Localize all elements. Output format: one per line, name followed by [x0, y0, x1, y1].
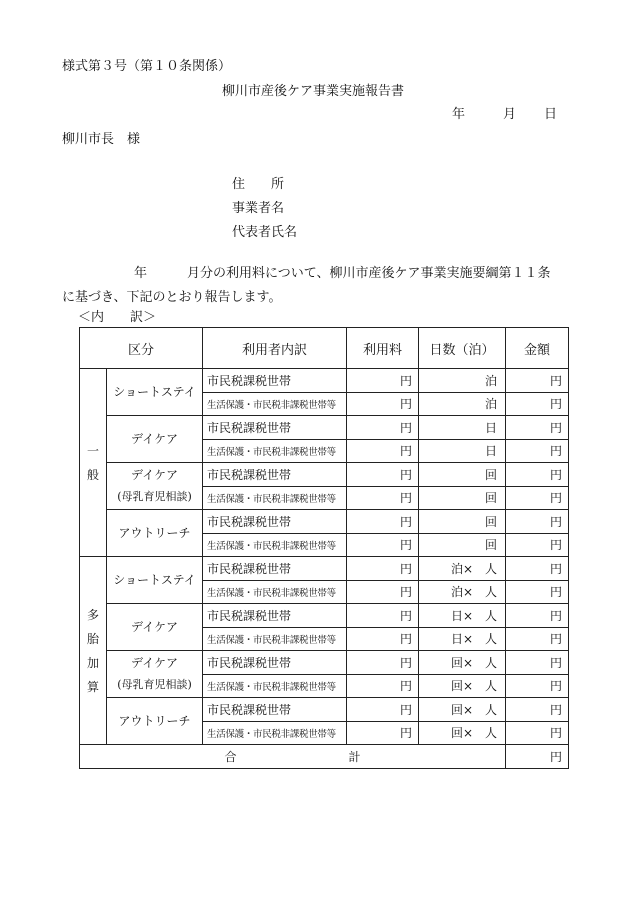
body-text — [62, 262, 562, 310]
fee-cell: 円 — [347, 416, 419, 440]
user-type-cell: 市民税課税世帯 — [203, 463, 347, 487]
service-name: デイケア — [131, 620, 178, 634]
fee-cell: 円 — [347, 439, 419, 463]
table-row — [80, 604, 569, 628]
user-type-cell: 市民税課税世帯 — [203, 651, 347, 675]
fee-cell: 円 — [347, 369, 419, 393]
date-day-label: 日 — [544, 107, 558, 122]
table-row — [80, 557, 569, 581]
service-cell — [107, 416, 203, 463]
table-row — [80, 463, 569, 487]
group-category-char: 一 — [86, 443, 99, 458]
total-label-right: 計 — [348, 750, 361, 764]
days-cell: 泊 — [419, 369, 506, 393]
user-type-cell: 生活保護・市民税非課税世帯等 — [203, 721, 347, 745]
user-type-cell: 生活保護・市民税非課税世帯等 — [203, 627, 347, 651]
amount-cell: 円 — [506, 416, 569, 440]
days-cell: 日 — [419, 439, 506, 463]
total-label-left: 合 — [224, 750, 237, 764]
fee-cell: 円 — [347, 651, 419, 675]
date-year-label: 年 — [452, 107, 466, 122]
user-type-cell: 市民税課税世帯 — [203, 510, 347, 534]
user-type-cell: 市民税課税世帯 — [203, 557, 347, 581]
service-name: デイケア — [131, 468, 178, 482]
days-cell: 回 — [419, 510, 506, 534]
fee-cell: 円 — [347, 627, 419, 651]
user-type-cell: 市民税課税世帯 — [203, 698, 347, 722]
fee-cell: 円 — [347, 721, 419, 745]
table-row — [80, 510, 569, 534]
user-type-cell: 生活保護・市民税非課税世帯等 — [203, 439, 347, 463]
amount-cell: 円 — [506, 721, 569, 745]
service-cell — [107, 463, 203, 510]
days-cell: 日× 人 — [419, 604, 506, 628]
fee-cell: 円 — [347, 392, 419, 416]
date-line — [452, 103, 557, 122]
group-category-cell — [80, 369, 107, 557]
header-user-breakdown: 利用者内訳 — [203, 328, 347, 369]
total-row — [80, 745, 569, 769]
days-cell: 回 — [419, 486, 506, 510]
service-subname: (母乳育児相談) — [117, 490, 192, 503]
user-type-cell: 生活保護・市民税非課税世帯等 — [203, 486, 347, 510]
group-category-char: 胎 — [86, 631, 99, 646]
amount-cell: 円 — [506, 627, 569, 651]
amount-cell: 円 — [506, 580, 569, 604]
breakdown-label: ＜内 訳＞ — [78, 310, 157, 325]
days-cell: 回 — [419, 533, 506, 557]
fee-cell: 円 — [347, 604, 419, 628]
days-cell: 回× 人 — [419, 674, 506, 698]
service-cell — [107, 369, 203, 416]
amount-cell: 円 — [506, 698, 569, 722]
service-name: アウトリーチ — [118, 526, 191, 540]
sender-representative-label: 代表者氏名 — [232, 225, 298, 240]
service-cell — [107, 557, 203, 604]
service-name: デイケア — [131, 432, 178, 446]
table-row — [80, 369, 569, 393]
header-amount: 金額 — [506, 328, 569, 369]
amount-cell: 円 — [506, 674, 569, 698]
fee-cell: 円 — [347, 486, 419, 510]
fee-cell: 円 — [347, 533, 419, 557]
fee-cell: 円 — [347, 580, 419, 604]
header-category: 区分 — [80, 328, 203, 369]
days-cell: 泊× 人 — [419, 557, 506, 581]
header-days: 日数（泊） — [419, 328, 506, 369]
date-month-label: 月 — [503, 107, 517, 122]
group-category-char: 般 — [86, 467, 99, 482]
days-cell: 回× 人 — [419, 651, 506, 675]
service-cell — [107, 604, 203, 651]
total-amount: 円 — [506, 745, 569, 769]
days-cell: 日 — [419, 416, 506, 440]
sender-address-label: 住 所 — [232, 177, 285, 192]
user-type-cell: 生活保護・市民税非課税世帯等 — [203, 533, 347, 557]
service-name: アウトリーチ — [118, 714, 191, 728]
service-name: ショートステイ — [113, 385, 196, 399]
amount-cell: 円 — [506, 510, 569, 534]
amount-cell: 円 — [506, 557, 569, 581]
user-type-cell: 市民税課税世帯 — [203, 604, 347, 628]
fee-cell: 円 — [347, 463, 419, 487]
total-label — [80, 745, 506, 769]
amount-cell: 円 — [506, 369, 569, 393]
table-header-row — [80, 328, 569, 369]
header-fee: 利用料 — [347, 328, 419, 369]
days-cell: 回× 人 — [419, 698, 506, 722]
addressee: 柳川市長 様 — [62, 132, 141, 147]
amount-cell: 円 — [506, 392, 569, 416]
sender-business-label: 事業者名 — [232, 201, 285, 216]
group-category-cell — [80, 557, 107, 745]
user-type-cell: 市民税課税世帯 — [203, 369, 347, 393]
service-cell — [107, 651, 203, 698]
amount-cell: 円 — [506, 463, 569, 487]
group-category-char: 加 — [86, 655, 99, 670]
service-name: デイケア — [131, 656, 178, 670]
document-title: 柳川市産後ケア事業実施報告書 — [222, 84, 405, 99]
amount-cell: 円 — [506, 533, 569, 557]
body-sentence: 月分の利用料について、柳川市産後ケア事業実施要綱第１１条に基づき、下記のとおり報告します。 — [62, 266, 551, 305]
days-cell: 泊 — [419, 392, 506, 416]
service-subname: (母乳育児相談) — [117, 678, 192, 691]
fee-cell: 円 — [347, 698, 419, 722]
amount-cell: 円 — [506, 439, 569, 463]
group-category-char: 算 — [86, 679, 99, 694]
table-row — [80, 651, 569, 675]
service-cell — [107, 698, 203, 745]
fee-cell: 円 — [347, 510, 419, 534]
fee-cell: 円 — [347, 557, 419, 581]
report-table — [79, 327, 569, 769]
service-name: ショートステイ — [113, 573, 196, 587]
group-category-char: 多 — [86, 607, 99, 622]
days-cell: 回 — [419, 463, 506, 487]
days-cell: 泊× 人 — [419, 580, 506, 604]
amount-cell: 円 — [506, 651, 569, 675]
user-type-cell: 生活保護・市民税非課税世帯等 — [203, 580, 347, 604]
service-cell — [107, 510, 203, 557]
user-type-cell: 市民税課税世帯 — [203, 416, 347, 440]
table-body — [80, 369, 569, 745]
fee-cell: 円 — [347, 674, 419, 698]
days-cell: 日× 人 — [419, 627, 506, 651]
form-number-label: 様式第３号（第１０条関係） — [62, 59, 232, 74]
user-type-cell: 生活保護・市民税非課税世帯等 — [203, 674, 347, 698]
table-row — [80, 416, 569, 440]
body-year: 年 — [134, 266, 148, 281]
days-cell: 回× 人 — [419, 721, 506, 745]
amount-cell: 円 — [506, 486, 569, 510]
user-type-cell: 生活保護・市民税非課税世帯等 — [203, 392, 347, 416]
table-row — [80, 698, 569, 722]
amount-cell: 円 — [506, 604, 569, 628]
